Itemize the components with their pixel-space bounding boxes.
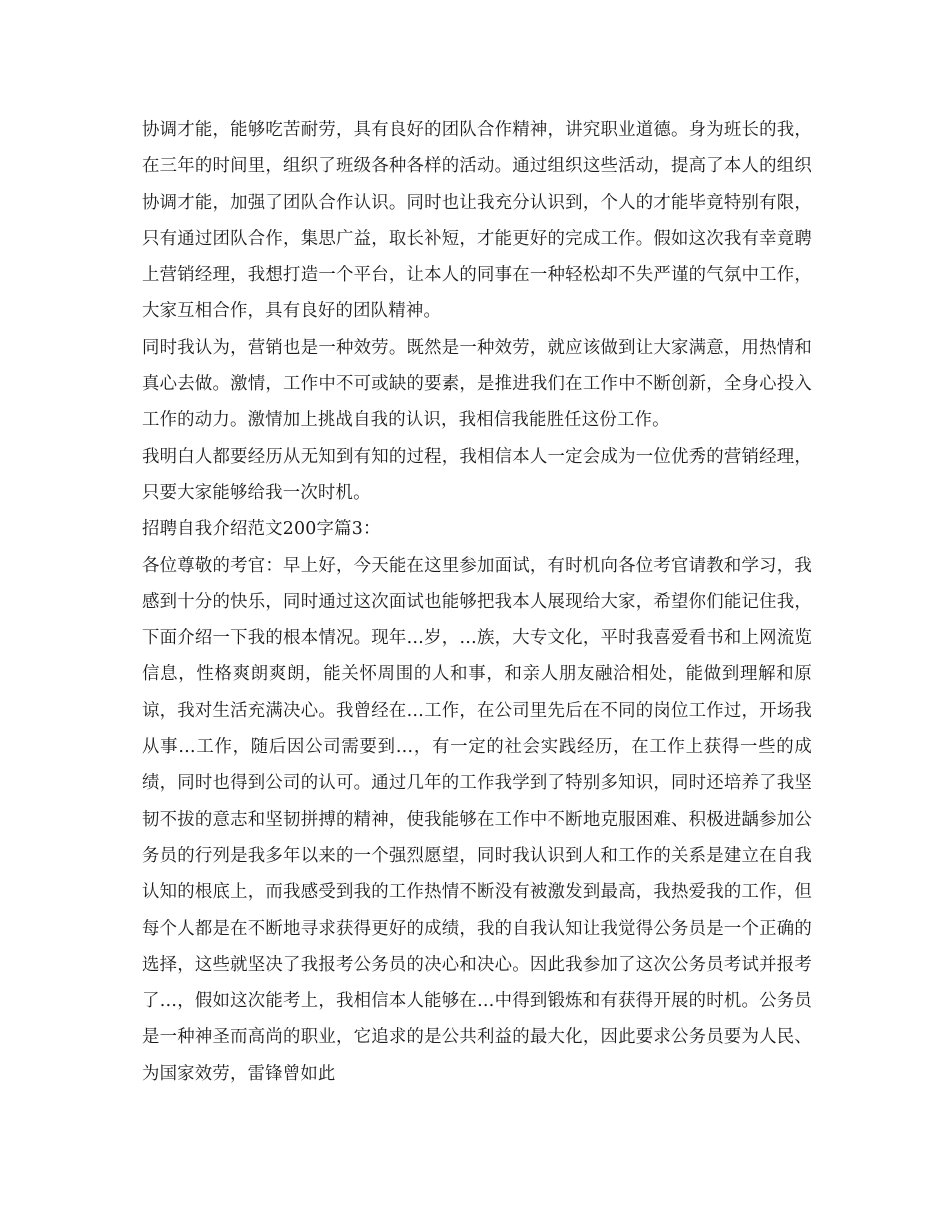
paragraph-growth: 我明白人都要经历从无知到有知的过程，我相信本人一定会成为一位优秀的营销经理，只要大家能够给我一次时机。 — [142, 446, 812, 503]
document-body — [142, 112, 812, 1092]
section-heading: 招聘自我介绍范文200字篇3： — [142, 519, 381, 540]
paragraph-interview-intro: 各位尊敬的考官：早上好，今天能在这里参加面试，有时机向各位考官请教和学习，我感到十分的快乐，同时通过这次面试也能够把我本人展现给大家，希望你们能记住我，下面介绍一下我的根本情况。现年…岁，…族，大专文化，平时我喜爱看书和上网流览信息，性格爽朗爽朗，能关怀周围的人和事，和亲人朋友融洽相处，能做到理解和原谅，我对生活充满决心。我曾经在…工作，在公司里先后在不同的岗位工作过，开场我从事…工作，随后因公司需要到…，有一定的社会实践经历，在工作上获得一些的成绩，同时也得到公司的认可。通过几年的工作我学到了特别多知识，同时还培养了我坚韧不拔的意志和坚韧拼搏的精神，使我能够在工作中不断地克服困难、积极进龋参加公务员的行列是我多年以来的一个强烈愿望，同时我认识到人和工作的关系是建立在自我认知的根底上，而我感受到我的工作热情不断没有被激发到最高，我热爱我的工作，但每个人都是在不断地寻求获得更好的成绩，我的自我认知让我觉得公务员是一个正确的选择，这些就坚决了我报考公务员的决心和决心。因此我参加了这次公务员考试并报考了…，假如这次能考上，我相信本人能够在…中得到锻炼和有获得开展的时机。公务员是一种神圣而高尚的职业，它追求的是公共利益的最大化，因此要求公务员要为人民、为国家效劳，雷锋曾如此 — [142, 555, 812, 1084]
paragraph-team-spirit: 协调才能，能够吃苦耐劳，具有良好的团队合作精神，讲究职业道德。身为班长的我，在三年的时间里，组织了班级各种各样的活动。通过组织这些活动，提高了本人的组织协调才能，加强了团队合作认识。同时也让我充分认识到，个人的才能毕竟特别有限，只有通过团队合作，集思广益，取长补短，才能更好的完成工作。假如这次我有幸竟聘上营销经理，我想打造一个平台，让本人的同事在一种轻松却不失严谨的气氛中工作，大家互相合作，具有良好的团队精神。 — [142, 120, 812, 322]
paragraph-marketing-service: 同时我认为，营销也是一种效劳。既然是一种效劳，就应该做到让大家满意，用热情和真心去做。激情，工作中不可或缺的要素，是推进我们在工作中不断创新，全身心投入工作的动力。激情加上挑战自我的认识，我相信我能胜任这份工作。 — [142, 337, 812, 431]
